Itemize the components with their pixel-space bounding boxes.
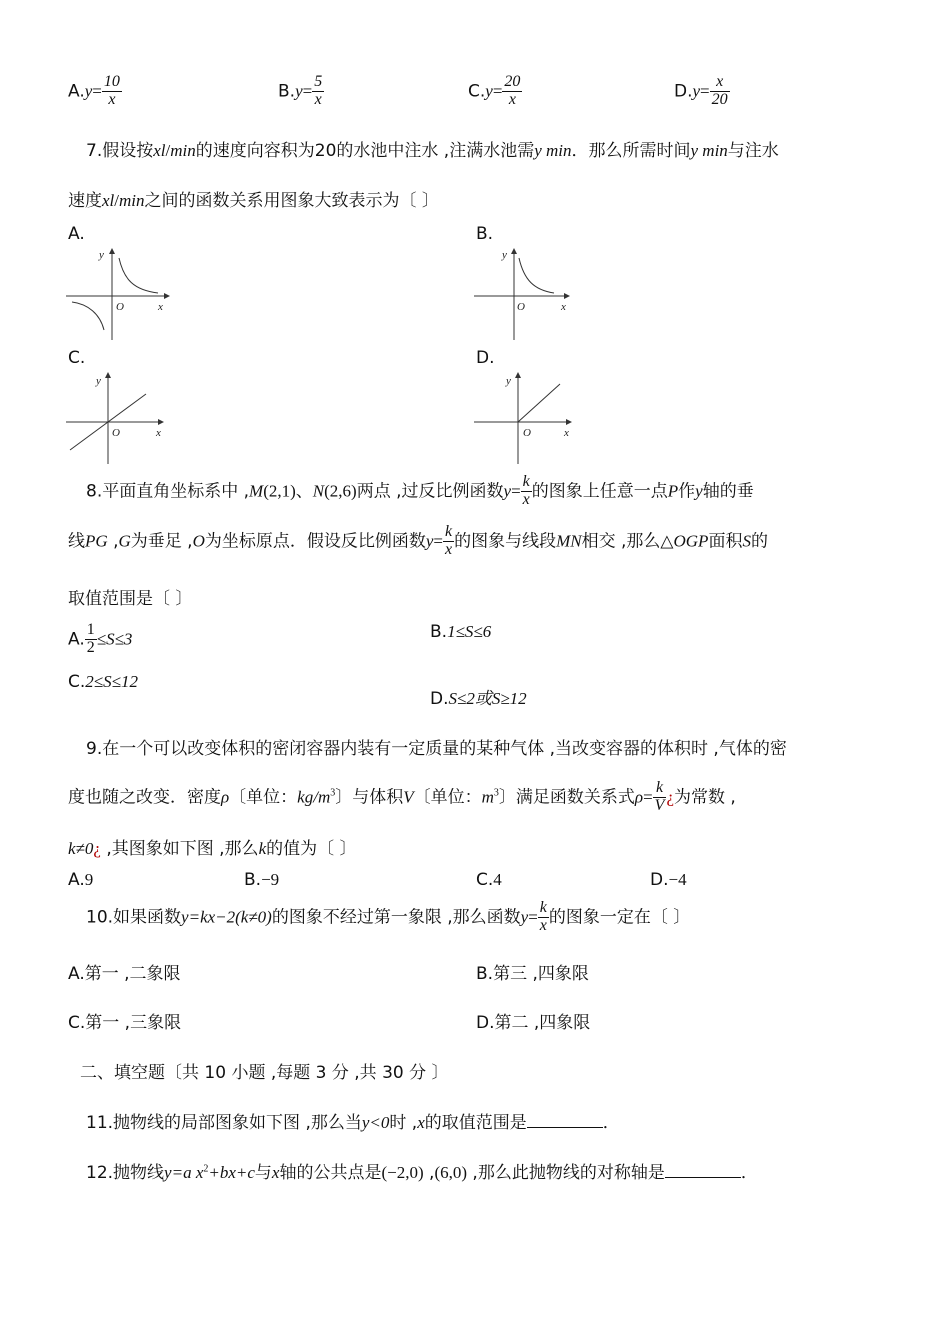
q9-line2: 度也随之改变．密度ρ〔单位：$kg/m^3$〕与体积V〔单位：$m^3$〕满足函数关系式ρ= $\frac{k}{V}$ ¿为常数 ,	[68, 779, 736, 814]
axis-y-label: y	[99, 249, 104, 261]
axis-y-label: y	[502, 249, 507, 261]
q9-line3: k≠0¿ ,其图象如下图 ,那么k的值为〔 〕	[68, 839, 357, 859]
q9-option-b: B.−9	[244, 870, 280, 890]
q8-line1: 8.平面直角坐标系中 ,M(2,1)、N(2,6)两点 ,过反比例函数y= $\frac{k}{x}$ 的图象上任意一点P作y轴的垂	[86, 473, 754, 508]
q12-line: 12.抛物线y=a $x^2+bx+c$与x轴的公共点是(−2,0) ,(6,0) ,那么此抛物线的对称轴是 ．	[86, 1163, 758, 1183]
axis-x-label: x	[158, 301, 163, 313]
q12-answer-blank[interactable]	[665, 1163, 741, 1178]
axis-y-label: y	[506, 375, 511, 387]
axis-x-label: x	[561, 301, 566, 313]
q7-line1: 7.假设按xl/min的速度向容积为20的水池中注水 ,注满水池需y min．那么所需时间y min与注水	[86, 141, 779, 161]
q7-option-a-label: A.	[68, 224, 85, 244]
q8-line3: 取值范围是〔 〕	[68, 589, 193, 609]
q7-option-c-label: C.	[68, 348, 86, 368]
q11-line: 11.抛物线的局部图象如下图 ,那么当y<0时 ,x的取值范围是 ．	[86, 1113, 620, 1133]
q10-option-d: D.第二 ,四象限	[476, 1013, 591, 1033]
q7-option-b-label: B.	[476, 224, 494, 244]
axis-x-label: x	[564, 427, 569, 439]
q9-line1: 9.在一个可以改变体积的密闭容器内装有一定质量的某种气体 ,当改变容器的体积时 ,气体的密	[86, 739, 787, 759]
q9-option-c: C.4	[476, 870, 502, 890]
q8-line2: 线PG ,G为垂足 ,O为坐标原点．假设反比例函数y= $\frac{k}{x}$ 的图象与线段MN相交 ,那么△OGP面积S的	[68, 523, 768, 558]
origin-label: O	[116, 301, 124, 313]
origin-label: O	[112, 427, 120, 439]
q7-graph-a	[66, 246, 176, 342]
origin-label: O	[523, 427, 531, 439]
q8-option-b: B.1≤S≤6	[430, 622, 492, 642]
q6-option-a: A.y= $\frac{10}{x}$	[68, 73, 120, 108]
q10-option-a: A.第一 ,二象限	[68, 964, 181, 984]
section-heading-fill-blank: 二、填空题〔共 10 小题 ,每题 3 分 ,共 30 分 〕	[80, 1063, 449, 1083]
q9-option-a: A.9	[68, 870, 94, 890]
q10-option-c: C.第一 ,三象限	[68, 1013, 182, 1033]
q6-option-b: B.y= $\frac{5}{x}$	[278, 73, 323, 108]
axis-x-label: x	[156, 427, 161, 439]
axis-y-label: y	[96, 375, 101, 387]
q8-option-c: C.2≤S≤12	[68, 672, 138, 692]
q7-line2: 速度xl/min之间的函数关系用图象大致表示为〔 〕	[68, 191, 439, 211]
q8-option-d: D.S≤2或S≥12	[430, 689, 527, 709]
origin-label: O	[517, 301, 525, 313]
q6-option-c: C.y= $\frac{20}{x}$	[468, 73, 521, 108]
q7-graph-c	[66, 370, 176, 466]
q11-answer-blank[interactable]	[527, 1113, 603, 1128]
q8-option-a: A. $\frac{1}{2}$ ≤S≤3	[68, 621, 133, 656]
q7-graph-d	[474, 370, 584, 466]
q9-option-d: D.−4	[650, 870, 687, 890]
q6-option-d: D.y= $\frac{x}{20}$	[674, 73, 728, 108]
q7-option-d-label: D.	[476, 348, 495, 368]
q10-line1: 10.如果函数y=kx−2(k≠0)的图象不经过第一象限 ,那么函数y= $\frac{k}{x}$ 的图象一定在〔 〕	[86, 899, 691, 934]
q10-option-b: B.第三 ,四象限	[476, 964, 589, 984]
q7-graph-b	[474, 246, 584, 342]
